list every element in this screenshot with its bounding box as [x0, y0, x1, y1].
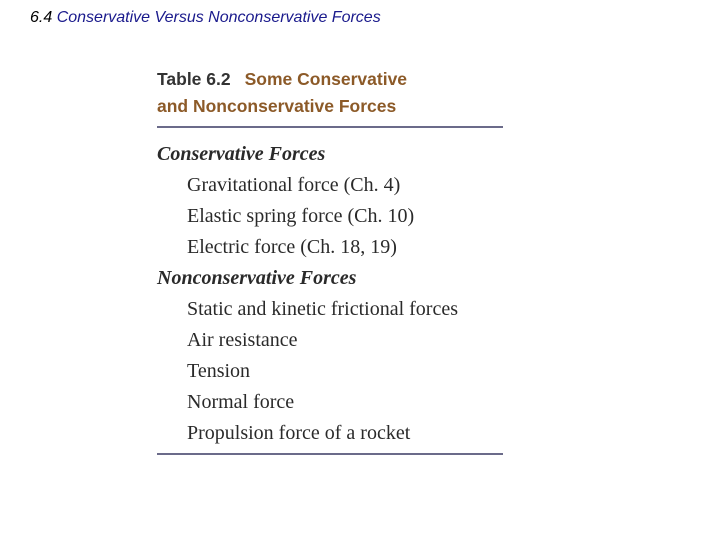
section-heading-conservative: Conservative Forces	[157, 143, 326, 165]
list-item: Gravitational force (Ch. 4)	[187, 174, 401, 196]
list-item: Air resistance	[187, 329, 298, 351]
section-heading-nonconservative: Nonconservative Forces	[157, 267, 357, 289]
list-item: Tension	[187, 360, 251, 382]
list-item: Static and kinetic frictional forces	[187, 298, 459, 320]
table-title-line-2: and Nonconservative Forces	[157, 96, 397, 116]
list-item: Electric force (Ch. 18, 19)	[187, 236, 397, 258]
slide-title-text: Conservative Versus Nonconservative Forces	[56, 9, 381, 26]
table-bottom-rule	[157, 453, 503, 455]
list-item: Normal force	[187, 391, 295, 413]
table-top-rule	[157, 126, 503, 128]
table-caption-line-1	[157, 66, 503, 93]
table-label: Table 6.2	[157, 69, 231, 89]
list-item: Elastic spring force (Ch. 10)	[187, 205, 415, 227]
table-figure	[157, 66, 503, 455]
slide-title	[30, 9, 381, 27]
table-caption	[157, 66, 503, 120]
list-item: Propulsion force of a rocket	[187, 422, 411, 444]
slide-title-number: 6.4	[30, 9, 53, 26]
table-title-line-1: Some Conservative	[244, 69, 408, 89]
